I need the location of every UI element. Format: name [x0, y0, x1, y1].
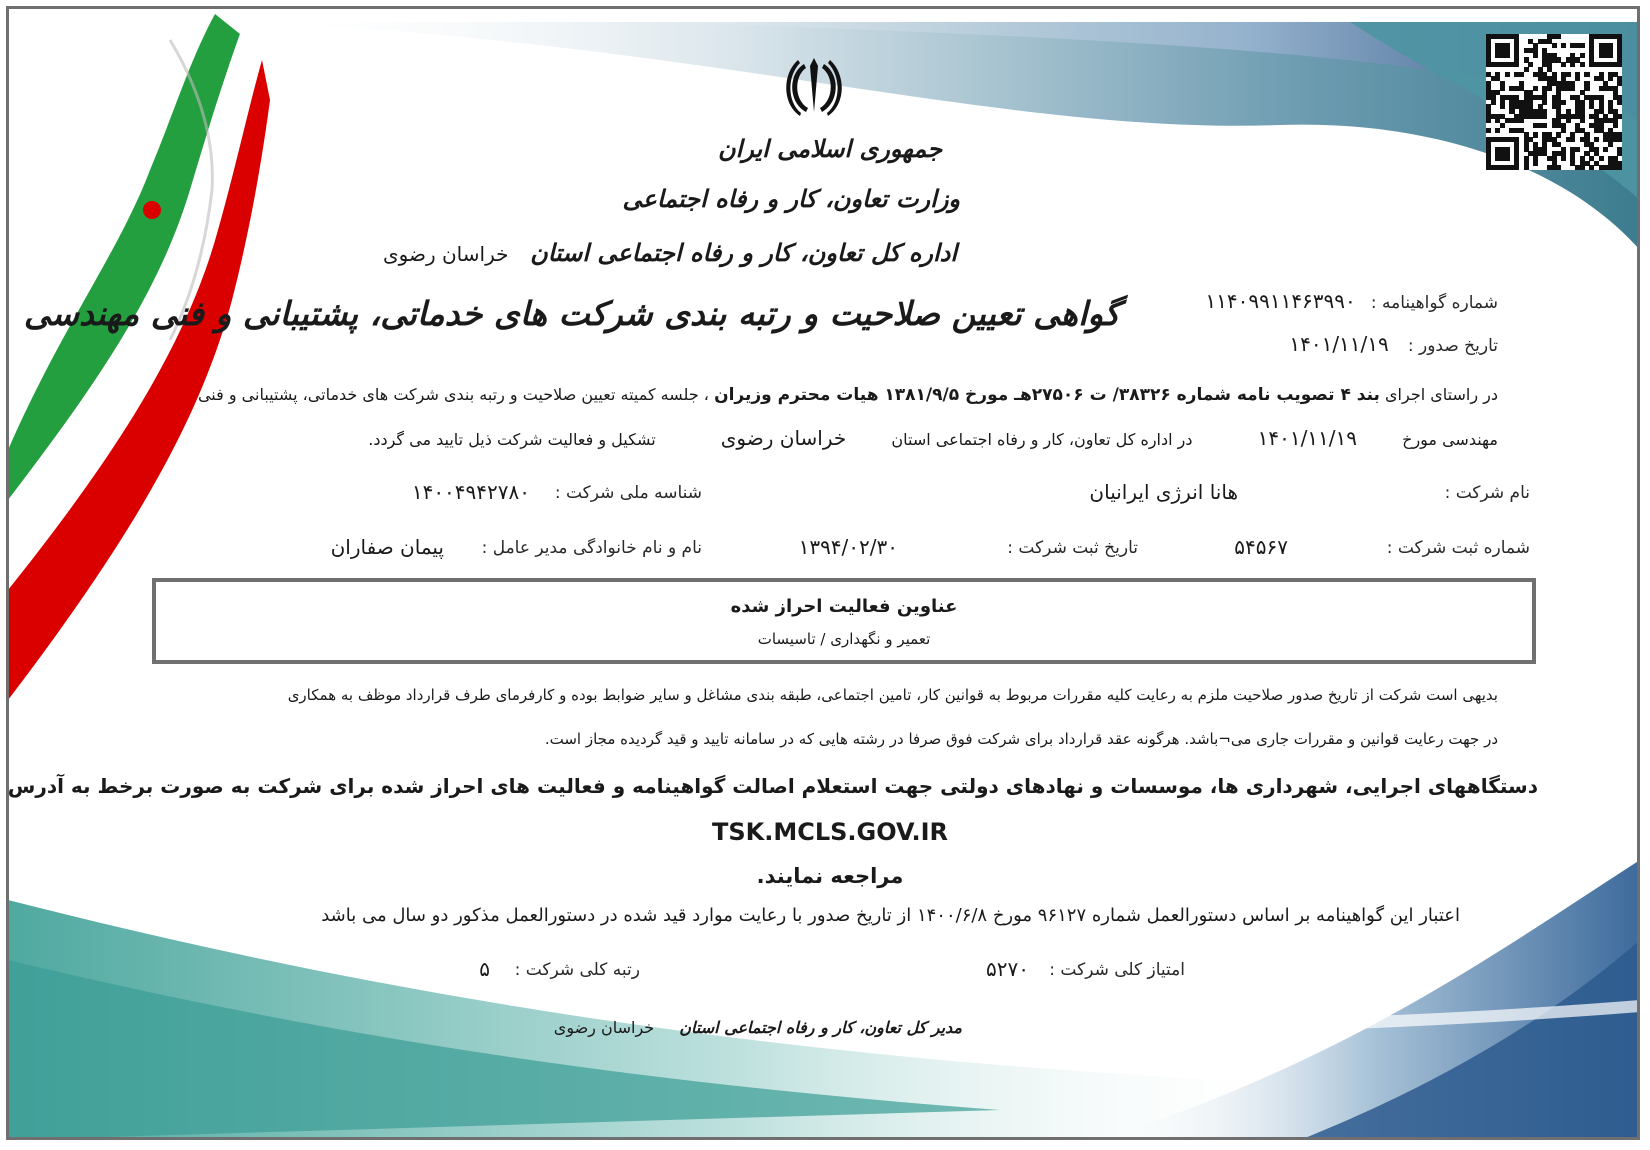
issue-date: ۱۴۰۱/۱۱/۱۹ [1289, 332, 1389, 356]
qr-module [1500, 104, 1505, 109]
company-name: هانا انرژی ایرانیان [1089, 480, 1238, 504]
qr-module [1613, 123, 1618, 128]
qr-module [1514, 62, 1519, 67]
qr-module [1486, 128, 1491, 133]
intro-prefix: در راستای اجرای [1385, 385, 1498, 404]
company-name-label: نام شرکت : [1444, 483, 1530, 503]
qr-module [1617, 100, 1622, 105]
qr-module [1584, 72, 1589, 77]
qr-module [1608, 53, 1613, 58]
qr-module [1617, 137, 1622, 142]
ministry-title: وزارت تعاون، کار و رفاه اجتماعی [622, 184, 960, 213]
qr-module [1570, 86, 1575, 91]
qr-module [1519, 72, 1524, 77]
issue-date-row [1289, 332, 1498, 356]
certificate-number-label: شماره گواهینامه : [1370, 293, 1498, 313]
qr-module [1561, 156, 1566, 161]
qr-module [1542, 123, 1547, 128]
qr-module [1599, 156, 1604, 161]
certificate-frame [6, 6, 1640, 1140]
qr-module [1505, 72, 1510, 77]
qr-module [1608, 76, 1613, 81]
qr-module [1575, 76, 1580, 81]
rank-label: رتبه کلی شرکت : [514, 960, 640, 980]
qr-module [1580, 62, 1585, 67]
reg-number: ۵۴۵۶۷ [1234, 535, 1288, 559]
reg-date-label: تاریخ ثبت شرکت : [1007, 538, 1138, 558]
intro-line-2 [368, 426, 1498, 450]
directorate-province: خراسان رضوی [382, 242, 509, 266]
validity-text: اعتبار این گواهینامه بر اساس دستورالعمل شماره ۹۶۱۲۷ مورخ ۱۴۰۰/۶/۸ از تاریخ صدور با رعایت موارد قید شده در دستورالعمل مذکور دو سال می باشد [321, 905, 1460, 926]
rank: ۵ [479, 957, 490, 981]
national-id-label: شناسه ملی شرکت : [554, 483, 702, 503]
qr-module [1524, 67, 1529, 72]
intro-line2-province: خراسان رضوی [720, 426, 847, 450]
qr-code [1486, 34, 1622, 170]
qr-module [1524, 165, 1529, 170]
signature-line [554, 1018, 962, 1037]
qr-module [1617, 151, 1622, 156]
qr-module [1566, 118, 1571, 123]
qr-module [1556, 34, 1561, 39]
qr-module [1575, 147, 1580, 152]
qr-module [1566, 72, 1571, 77]
reg-date: ۱۳۹۴/۰۲/۳۰ [798, 535, 898, 559]
inquiry-url[interactable]: TSK.MCLS.GOV.IR [711, 818, 949, 846]
notice-bold-line: دستگاههای اجرایی، شهرداری ها، موسسات و نهادهای دولتی جهت استعلام اصالت گواهینامه و فعالیت های احراز شده برای شرکت به صورت برخط به آدرس [7, 774, 1538, 798]
issue-date-label: تاریخ صدور : [1407, 336, 1498, 356]
total-score-label: امتیاز کلی شرکت : [1049, 960, 1185, 980]
qr-module [1617, 62, 1622, 67]
intro-line2-date: ۱۴۰۱/۱۱/۱۹ [1257, 426, 1358, 450]
intro-line2-end: تشکیل و فعالیت شرکت ذیل تایید می گردد. [368, 430, 656, 449]
notice-line-1: بدیهی است شرکت از تاریخ صدور صلاحیت ملزم به رعایت کلیه مقررات مربوط به قوانین کار، تامین اجتماعی، طبقه بندی مشاغل و سایر ضوابط بوده و کارفرمای طرف قرارداد موظف به همکاری [287, 686, 1498, 704]
intro-line2-start: مهندسی مورخ [1402, 430, 1498, 449]
qr-module [1491, 100, 1496, 105]
certificate-title: گواهی تعیین صلاحیت و رتبه بندی شرکت های خدماتی، پشتیبانی و فنی مهندسی [23, 294, 1120, 333]
refer-text: مراجعه نمایند. [756, 864, 904, 888]
signature-province: خراسان رضوی [553, 1018, 655, 1037]
qr-module [1603, 147, 1608, 152]
total-score: ۵۲۷۰ [986, 957, 1029, 981]
activities-heading: عناوین فعالیت احراز شده [730, 596, 958, 617]
ceo-name: پیمان صفاران [330, 535, 444, 559]
qr-module [1542, 114, 1547, 119]
qr-module [1500, 123, 1505, 128]
qr-module [1570, 137, 1575, 142]
activities-box [152, 578, 1536, 664]
activities-items: تعمیر و نگهداری / تاسیسات [757, 630, 931, 648]
qr-module [1486, 118, 1491, 123]
qr-module [1552, 43, 1557, 48]
qr-module [1561, 62, 1566, 67]
qr-module [1519, 118, 1524, 123]
notice-line-2: در جهت رعایت قوانین و مقررات جاری می¬باشد. هرگونه عقد قرارداد برای شرکت فوق صرفا در رشته هایی که در سامانه تایید و قید گردیده مجاز است. [544, 730, 1498, 748]
qr-module [1580, 118, 1585, 123]
qr-module [1495, 128, 1500, 133]
qr-module [1584, 86, 1589, 91]
qr-module [1533, 86, 1538, 91]
intro-line-1 [198, 385, 1498, 405]
qr-module [1547, 86, 1552, 91]
qr-module [1561, 100, 1566, 105]
qr-module [1570, 62, 1575, 67]
directorate-title: اداره کل تعاون، کار و رفاه اجتماعی استان [530, 238, 957, 267]
republic-title: جمهوری اسلامی ایران [717, 134, 943, 163]
qr-module [1608, 142, 1613, 147]
signature-title: مدیر کل تعاون، کار و رفاه اجتماعی استان [679, 1018, 962, 1037]
qr-module [1617, 114, 1622, 119]
qr-module [1533, 53, 1538, 58]
intro-bold: بند ۴ تصویب نامه شماره ۳۸۳۲۶/ ت ۲۷۵۰۶هـ مورخ ۱۳۸۱/۹/۵ هیات محترم وزیران [714, 385, 1380, 405]
qr-module [1580, 43, 1585, 48]
certificate-number-row [1205, 289, 1498, 313]
qr-module [1594, 137, 1599, 142]
ceo-label: نام و نام خانوادگی مدیر عامل : [481, 538, 702, 558]
certificate-number: ۱۱۴۰۹۹۱۱۴۶۳۹۹۰ [1205, 289, 1356, 313]
qr-module [1589, 165, 1594, 170]
qr-module [1617, 165, 1622, 170]
qr-module [1556, 165, 1561, 170]
qr-module [1617, 81, 1622, 86]
qr-module [1533, 132, 1538, 137]
qr-module [1505, 53, 1510, 58]
qr-module [1580, 165, 1585, 170]
qr-module [1561, 43, 1566, 48]
qr-module [1556, 132, 1561, 137]
qr-module [1528, 62, 1533, 67]
intro-line2-mid: در اداره کل تعاون، کار و رفاه اجتماعی استان [891, 430, 1193, 449]
qr-module [1533, 161, 1538, 166]
qr-module [1561, 128, 1566, 133]
qr-module [1580, 53, 1585, 58]
directorate-line [383, 238, 957, 267]
national-id: ۱۴۰۰۴۹۴۲۷۸۰ [411, 480, 530, 504]
qr-module [1542, 100, 1547, 105]
emblem-of-iran-icon [784, 54, 844, 116]
qr-module [1514, 165, 1519, 170]
reg-number-label: شماره ثبت شرکت : [1386, 538, 1530, 558]
qr-module [1500, 86, 1505, 91]
intro-suffix: ، جلسه کمیته تعیین صلاحیت و رتبه بندی شرکت های خدماتی، پشتیبانی و فنی [197, 385, 709, 404]
qr-module [1505, 156, 1510, 161]
